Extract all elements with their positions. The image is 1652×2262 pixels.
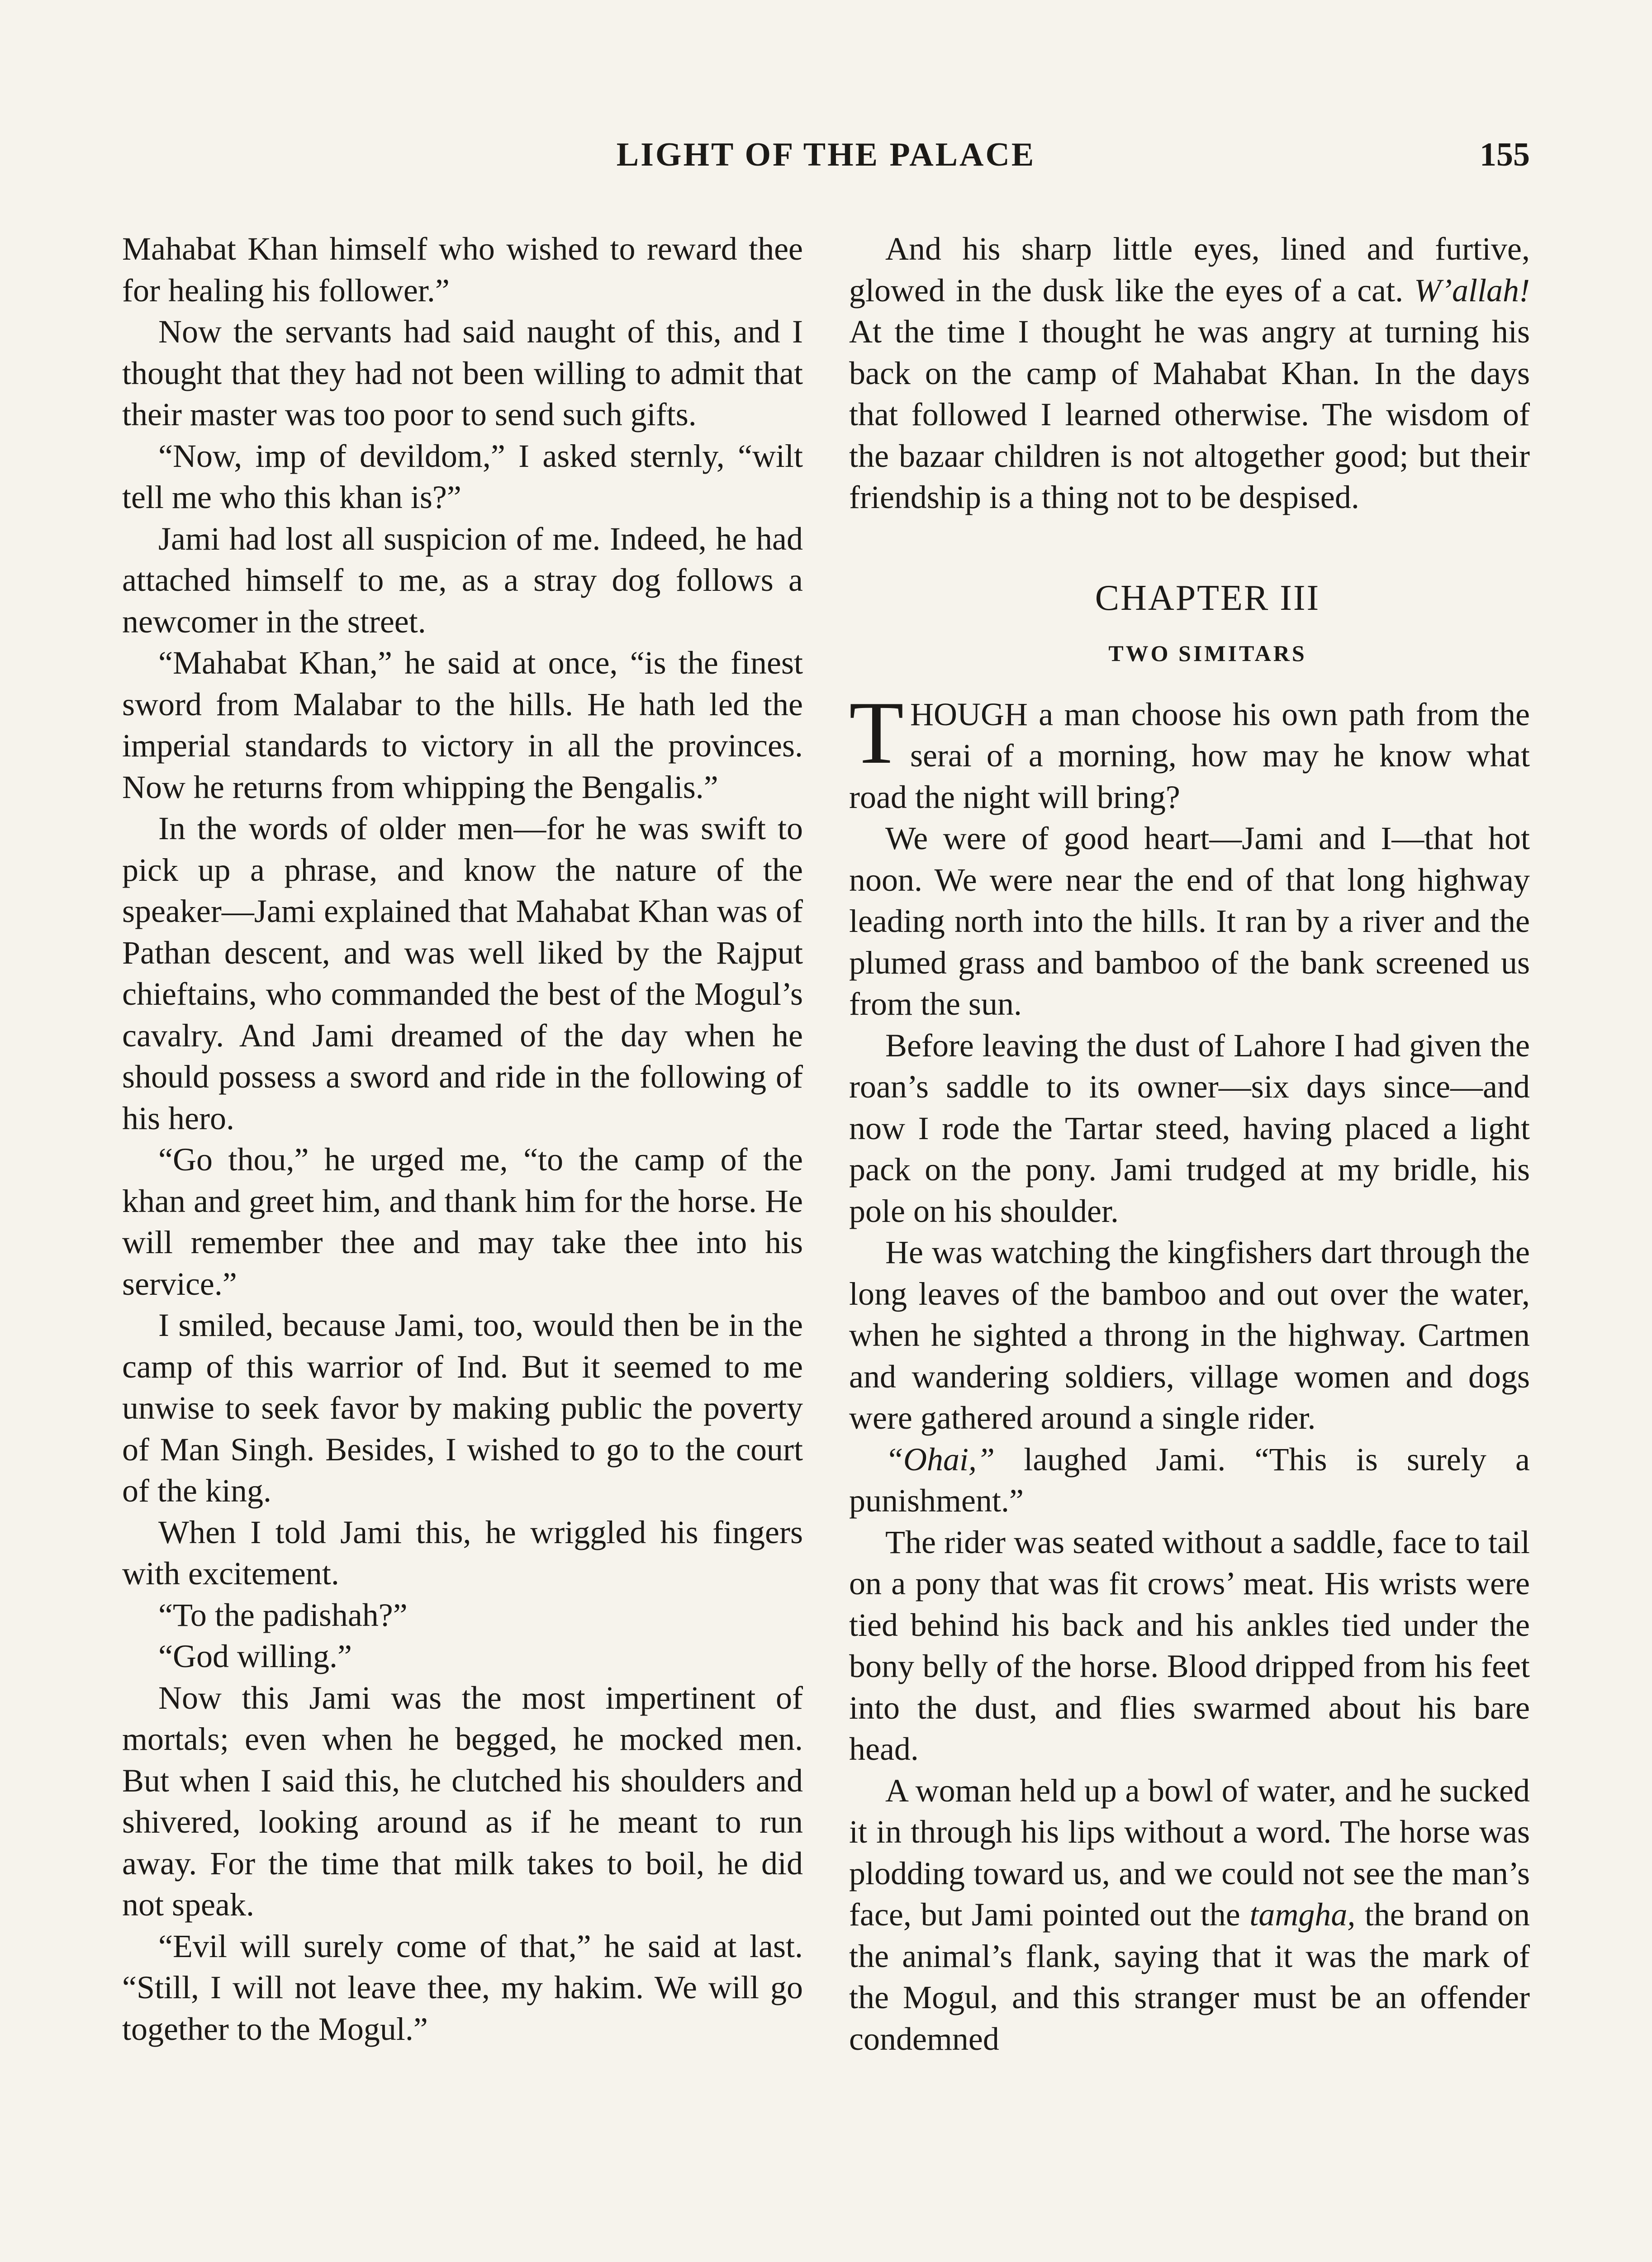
text-run: A woman held up a bowl of water, and he sucked it in through his lips without a word. The horse was plodding toward us, and we could not see the man’s face, but Jami pointed out the	[849, 1772, 1530, 1933]
paragraph: “God willing.”	[158, 1638, 352, 1674]
text-run: And his sharp little eyes, lined and furtive, glowed in the dusk like the eyes of a cat.	[849, 231, 1530, 309]
paragraph: Jami had lost all suspicion of me. Indeed, he had attached himself to me, as a stray dog follows a newcomer in the street.	[122, 520, 803, 640]
running-title: LIGHT OF THE PALACE	[616, 136, 1036, 173]
paragraph: Mahabat Khan himself who wished to reward thee for healing his follower.”	[122, 231, 803, 309]
paragraph: I smiled, because Jami, too, would then be in the camp of this warrior of Ind. But it seemed to me unwise to seek favor by making public the poverty of Man Singh. Besides, I wished to go to the court of the king.	[122, 1307, 803, 1509]
paragraph	[849, 228, 1530, 518]
page-number: 155	[1480, 136, 1530, 173]
chapter-title: CHAPTER III	[1095, 578, 1320, 618]
paragraph	[849, 1770, 1530, 2060]
text-run: laughed Jami. “This is surely a punishment.”	[849, 1441, 1530, 1519]
paragraph: “To the padishah?”	[158, 1597, 408, 1633]
paragraph: The rider was seated without a saddle, face to tail on a pony that was fit crows’ meat. His wrists were tied behind his back and his ankles tied under the bony belly of the horse. Blood dripped from his feet into the dust, and flies swarmed about his bare head.	[849, 1524, 1530, 1767]
text-run: HOUGH a man choose his own path from the serai of a morning, how may he know what road the night will bring?	[849, 696, 1530, 815]
paragraph: We were of good heart—Jami and I—that hot noon. We were near the end of that long highway leading north into the hills. It ran by a river and the plumed grass and bamboo of the bank screened us from the sun.	[849, 820, 1530, 1022]
paragraph: He was watching the kingfishers dart through the long leaves of the bamboo and out over the water, when he sighted a throng in the highway. Cartmen and wandering soldiers, village women and dogs were gathered around a single rider.	[849, 1234, 1530, 1436]
drop-cap: T	[849, 683, 904, 782]
italic-exclamation: “Ohai,”	[885, 1441, 995, 1478]
paragraph: Now this Jami was the most impertinent of mortals; even when he begged, he mocked men. But when I said this, he clutched his shoulders and shivered, looking around as if he meant to run away. For the time that milk takes to boil, he did not speak.	[122, 1679, 803, 1923]
paragraph: “Evil will surely come of that,” he said at last. “Still, I will not leave thee, my hakim. We will go together to the Mogul.”	[122, 1928, 803, 2047]
paragraph	[849, 1439, 1530, 1522]
chapter-subtitle: TWO SIMITARS	[1108, 640, 1307, 666]
opening-paragraph	[849, 683, 1530, 818]
page-header	[0, 136, 1652, 190]
text-run: At the time I thought he was angry at turning his back on the camp of Mahabat Khan. In the days that followed I learned otherwise. The wisdom of the bazaar children is not altogether good; but their friendship is a thing not to be despised.	[849, 314, 1530, 515]
text-run: the brand on the animal’s flank, saying that it was the mark of the Mogul, and this stranger must be an offender condemned	[849, 1896, 1530, 2057]
paragraph: “Go thou,” he urged me, “to the camp of the khan and greet him, and thank him for the horse. He will remember thee and may take thee into his service.”	[122, 1141, 803, 1302]
paragraph: “Mahabat Khan,” he said at once, “is the finest sword from Malabar to the hills. He hath led the imperial standards to victory in all the provinces. Now he returns from whipping the Bengalis.”	[122, 645, 803, 805]
left-column	[122, 228, 803, 2050]
paragraph: When I told Jami this, he wriggled his fingers with excitement.	[122, 1514, 803, 1592]
paragraph: In the words of older men—for he was swift to pick up a phrase, and know the nature of the speaker—Jami explained that Mahabat Khan was of Pathan descent, and was well liked by the Rajput chieftains, who commanded the best of the Mogul’s cavalry. And Jami dreamed of the day when he should possess a sword and ride in the following of his hero.	[122, 810, 803, 1136]
italic-term: tamgha,	[1249, 1896, 1356, 1933]
paragraph: Now the servants had said naught of this, and I thought that they had not been willing to admit that their master was too poor to send such gifts.	[122, 314, 803, 432]
right-column	[849, 228, 1530, 2060]
italic-exclamation: W’allah!	[1414, 272, 1530, 309]
paragraph: “Now, imp of devildom,” I asked sternly, “wilt tell me who this khan is?”	[122, 437, 803, 515]
paragraph: Before leaving the dust of Lahore I had given the roan’s saddle to its owner—six days since—and now I rode the Tartar steed, having placed a light pack on the pony. Jami trudged at my bridle, his pole on his shoulder.	[849, 1027, 1530, 1229]
